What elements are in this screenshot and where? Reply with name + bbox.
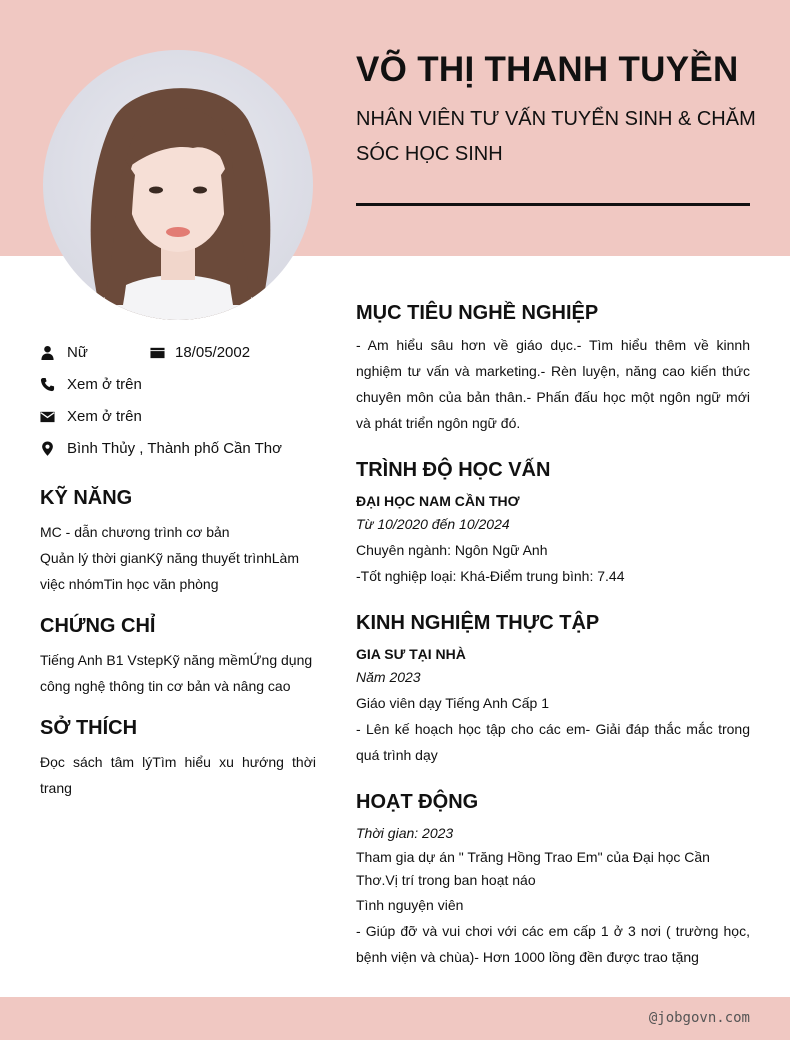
skills-line-2: Quản lý thời gianKỹ năng thuyết trìnhLàm việc nhómTin học văn phòng xyxy=(40,550,299,592)
experience-period: Năm 2023 xyxy=(356,669,421,685)
hobbies-heading: SỞ THÍCH xyxy=(40,717,138,739)
footer-band xyxy=(0,997,790,1040)
activities-project: Tham gia dự án " Trăng Hồng Trao Em" của Đại học Cần Thơ.Vị trí trong ban hoạt náo xyxy=(356,849,710,888)
profile-photo xyxy=(43,50,313,320)
activities-role: Tình nguyện viên xyxy=(356,897,464,913)
education-grade: -Tốt nghiệp loại: Khá-Điểm trung bình: 7.44 xyxy=(356,568,625,584)
info-email xyxy=(40,405,142,427)
certificates-heading: CHỨNG CHỈ xyxy=(40,615,156,637)
certificates-body: Tiếng Anh B1 VstepKỹ năng mềmỨng dụng công nghệ thông tin cơ bản và nâng cao xyxy=(40,652,313,694)
hobbies-body: Đọc sách tâm lýTìm hiểu xu hướng thời trang xyxy=(40,754,316,796)
education-period: Từ 10/2020 đến 10/2024 xyxy=(356,516,510,532)
calendar-icon xyxy=(150,345,165,360)
info-address xyxy=(40,437,282,459)
activities-period: Thời gian: 2023 xyxy=(356,825,454,841)
phone-icon xyxy=(40,377,55,392)
skills-line-1: MC - dẫn chương trình cơ bản xyxy=(40,524,230,540)
activities-description: - Giúp đỡ và vui chơi với các em cấp 1 ở 3 nơi ( trường học, bệnh viện và chùa)- Hơn 1000 lồng đền được trao tặng xyxy=(356,923,750,965)
info-gender xyxy=(40,341,88,363)
education-heading: TRÌNH ĐỘ HỌC VẤN xyxy=(356,459,551,481)
activities-heading: HOẠT ĐỘNG xyxy=(356,791,479,813)
skills-body xyxy=(40,519,316,597)
experience-org: GIA SƯ TẠI NHÀ xyxy=(356,646,466,662)
job-title: NHÂN VIÊN TƯ VẤN TUYỂN SINH & CHĂM SÓC HỌC SINH xyxy=(356,108,756,165)
email-text: Xem ở trên xyxy=(67,407,142,425)
skills-heading: KỸ NĂNG xyxy=(40,487,133,509)
address-text: Bình Thủy , Thành phố Cần Thơ xyxy=(67,439,282,457)
education-major: Chuyên ngành: Ngôn Ngữ Anh xyxy=(356,542,548,558)
envelope-icon xyxy=(40,409,55,424)
objective-heading: MỤC TIÊU NGHỀ NGHIỆP xyxy=(356,302,599,324)
gender-text: Nữ xyxy=(67,343,88,361)
education-school: ĐẠI HỌC NAM CẦN THƠ xyxy=(356,493,520,509)
phone-text: Xem ở trên xyxy=(67,375,142,393)
location-pin-icon xyxy=(40,441,55,456)
experience-description: - Lên kế hoạch học tập cho các em- Giải đáp thắc mắc trong quá trình dạy xyxy=(356,721,750,763)
info-phone xyxy=(40,373,142,395)
candidate-name: VÕ THỊ THANH TUYỀN xyxy=(356,50,739,89)
objective-body: - Am hiểu sâu hơn về giáo dục.- Tìm hiểu thêm về kinnh nghiệm tư vấn và marketing.- Rèn luyện, năng cao kiến thức chuyên môn của bản thân.- Phấn đấu học một ngôn ngữ mới và phát triển ngôn ngữ đó. xyxy=(356,337,750,431)
experience-heading: KINH NGHIỆM THỰC TẬP xyxy=(356,612,600,634)
title-divider xyxy=(356,203,750,206)
footer-brand: @jobgovn.com xyxy=(648,1010,750,1026)
info-dob xyxy=(150,341,250,363)
portrait-illustration xyxy=(43,50,313,320)
dob-text: 18/05/2002 xyxy=(175,343,251,361)
person-icon xyxy=(40,345,55,360)
experience-role: Giáo viên dạy Tiếng Anh Cấp 1 xyxy=(356,695,550,711)
